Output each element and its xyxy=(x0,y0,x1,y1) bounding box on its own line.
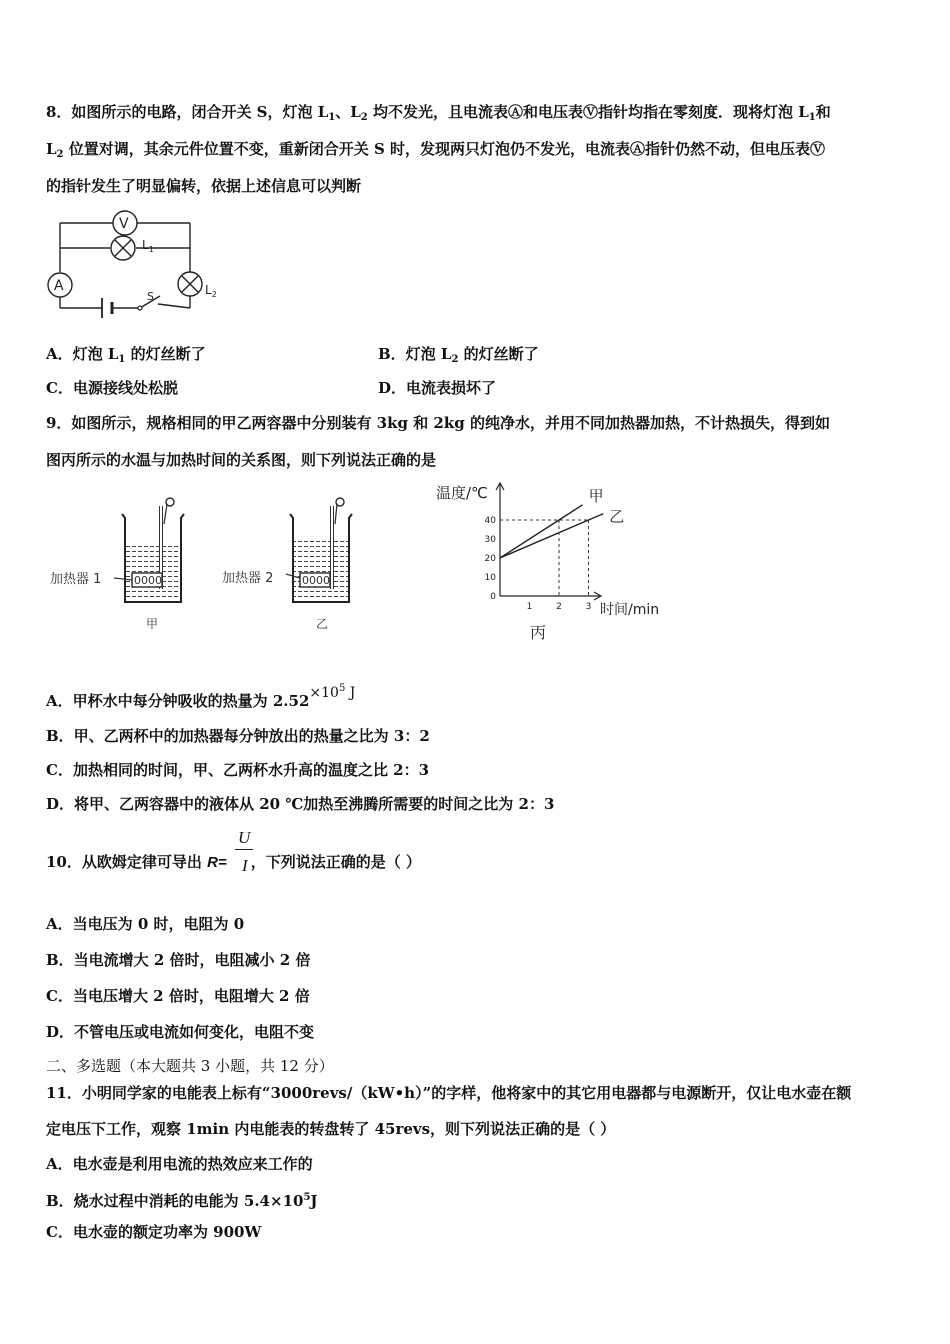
q10-line: 10．从欧姆定律可导出 R= ，下列说法正确的是（ ） xyxy=(46,853,421,871)
formula-numerator: U xyxy=(238,828,251,847)
q10-option-c: C．当电压增大 2 倍时，电阻增大 2 倍 xyxy=(46,987,310,1005)
q10-option-b: B．当电流增大 2 倍时，电阻减小 2 倍 xyxy=(46,951,311,969)
ammeter-label: A xyxy=(54,278,64,294)
formula-denominator: I xyxy=(242,856,248,875)
q11-option-b: B．烧水过程中消耗的电能为 $5.4\times 10^5J$ xyxy=(46,1192,318,1210)
section-heading: 二、多选题（本大题共 3 小题，共 12 分） xyxy=(46,1057,334,1075)
voltmeter-label: V xyxy=(119,216,129,232)
series-label-1: 甲 xyxy=(588,486,604,505)
beaker-yi-figure xyxy=(220,494,370,634)
q11-line-1: 11．小明同学家的电能表上标有“3000revs/（kW•h）”的字样，他将家中的其它用电器都与电源断开，仅让电水壶在额 xyxy=(46,1084,852,1102)
q11-option-c: C．电水壶的额定功率为 900W xyxy=(46,1223,262,1241)
q10-option-d: D．不管电压或电流如何变化，电阻不变 xyxy=(46,1023,315,1041)
heater-1-label: 加热器 1 xyxy=(50,572,102,587)
q11-option-a: A．电水壶是利用电流的热效应来工作的 xyxy=(46,1155,313,1173)
q9-option-b: B．甲、乙两杯中的加热器每分钟放出的热量之比为 3：2 xyxy=(46,727,430,745)
series-line-1 xyxy=(500,505,583,558)
svg-text:0000: 0000 xyxy=(134,574,162,587)
y-tick-label: 40 xyxy=(484,516,496,526)
x-tick-label: 2 xyxy=(556,602,562,612)
lamp2-label: $L_2$ xyxy=(205,283,217,299)
y-tick-label: 0 xyxy=(490,592,496,602)
fraction-bar xyxy=(235,849,253,850)
heater-2-label: 加热器 2 xyxy=(222,571,274,586)
caption-yi: 乙 xyxy=(316,617,329,631)
y-tick-label: 10 xyxy=(484,573,496,583)
switch-label: S xyxy=(147,290,154,303)
q9-option-d: D．将甲、乙两容器中的液体从 20 ℃加热至沸腾所需要的时间之比为 2：3 xyxy=(46,795,555,813)
q11-line-2: 定电压下工作，观察 1min 内电能表的转盘转了 45revs，则下列说法正确的是（ ） xyxy=(46,1120,616,1138)
x-tick-label: 3 xyxy=(585,602,592,612)
x-tick-label: 1 xyxy=(526,602,533,612)
q8-line-3: 的指针发生了明显偏转，依据上述信息可以判断 xyxy=(46,177,362,195)
q8-line-1: 8．如图所示的电路，闭合开关 S，灯泡 $L_1$、$L_2$ 均不发光，且电流表Ⓐ和电压表Ⓥ指针均指在零刻度．现将灯泡 $L_1$和 xyxy=(46,103,831,123)
lamp1-label: $L_1$ xyxy=(142,238,154,254)
x-axis-label: 时间/min xyxy=(600,602,660,618)
q8-option-d: D．电流表损坏了 xyxy=(378,379,497,397)
q8-option-c: C．电源接线处松脱 xyxy=(46,379,178,397)
caption-bing: 丙 xyxy=(530,623,547,642)
q9-option-a: A．甲杯水中每分钟吸收的热量为 $2.52\times 10^5$ J xyxy=(46,683,356,710)
beaker-jia-figure xyxy=(48,494,198,634)
y-tick-label: 30 xyxy=(484,535,496,545)
q8-line-2: $L_2$ 位置对调，其余元件位置不变，重新闭合开关 S 时，发现两只灯泡仍不发光，电流表Ⓐ指针仍然不动，但电压表Ⓥ xyxy=(46,140,826,160)
q9-line-1: 9．如图所示，规格相同的甲乙两容器中分别装有 3kg 和 2kg 的纯净水，并用不同加热器加热，不计热损失，得到如 xyxy=(46,414,830,432)
temperature-time-chart xyxy=(430,480,680,650)
q9-option-c: C．加热相同的时间，甲、乙两杯水升高的温度之比 2：3 xyxy=(46,761,430,779)
q8-option-b: B．灯泡 $L_2$ 的灯丝断了 xyxy=(378,345,539,365)
y-axis-label: 温度/℃ xyxy=(436,484,488,502)
svg-text:0000: 0000 xyxy=(302,574,330,587)
caption-jia: 甲 xyxy=(146,617,159,631)
series-label-2: 乙 xyxy=(609,507,625,526)
y-tick-label: 20 xyxy=(484,554,496,564)
q9-line-2: 图丙所示的水温与加热时间的关系图，则下列说法正确的是 xyxy=(46,451,437,469)
q10-option-a: A．当电压为 0 时，电阻为 0 xyxy=(46,915,245,933)
q8-option-a: A．灯泡 $L_1$ 的灯丝断了 xyxy=(46,345,206,365)
circuit-diagram xyxy=(40,208,240,333)
series-line-2 xyxy=(500,514,603,558)
